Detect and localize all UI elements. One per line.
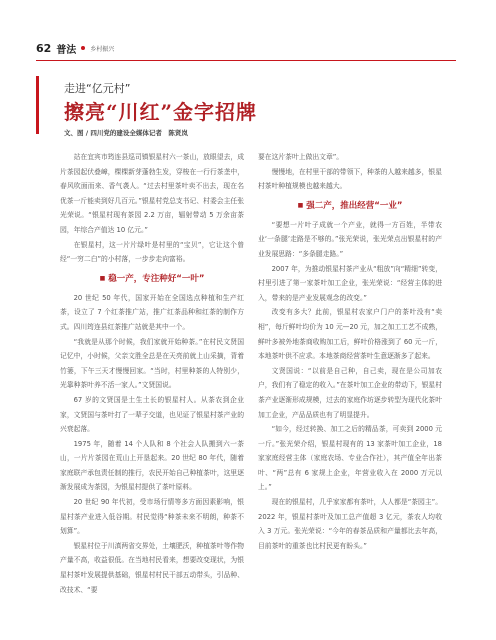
paragraph: 1975 年，随着 14 个人队和 8 个社会人队搬到六一茶山，一片片茶园在荒山上开垦起来。20 世纪 80 年代，随着家庭联产承包责任制的推行，农民开始自己种植茶叶，这里逐渐发展成为茶园，为银星村提供了茶叶原料。	[60, 439, 244, 492]
paragraph: 20 世纪 90 年代初，受市场行情等多方面因素影响，银星村茶产业进入低谷期。村民觉得“种茶未来不明朗，种茶不划算”。	[60, 498, 244, 536]
paragraph: 在银星村，这一片片绿叶是村里的“宝贝”，它让这个曾经“一穷二白”的小村落，一步步走向富裕。	[60, 240, 244, 264]
page-header	[36, 38, 114, 58]
section-marker-icon: ■	[99, 274, 106, 282]
paragraph: 67 岁的文贤国是土生土长的银星村人。从茶农到企业家，文贤国与茶叶打了一辈子交道，也见证了银星村茶产业的兴衰起落。	[60, 395, 244, 434]
paragraph: 现在的银星村，几乎家家都有茶叶，人人都是“茶园主”。2022 年，银星村茶叶及加工总产值超 3 亿元，茶农人均收入 3 万元。张光荣说：“今年的春茶品质和产量都比去年高，目前茶叶的重茶也比村民更有盼头。”	[258, 498, 442, 550]
section-heading: ■ 稳一产，专注种好“一叶”	[99, 273, 205, 284]
paragraph: 文贤国说：“以前是自己种，自己卖，现在是公司加农户，我们有了稳定的收入。”在茶叶加工企业的带动下，银星村茶产业逐渐形成规模，过去的家庭作坊逐步转型为现代化茶叶加工企业，产品品质也有了明显提升。	[258, 366, 442, 419]
article-byline: 文、图 / 四川党的建设全媒体记者 陈贤岚	[64, 129, 188, 137]
page-number: 62	[36, 41, 52, 55]
paragraph: 2007 年，为推动银星村茶产业从“粗放”向“精细”转变，村里引进了第一家茶叶加工企业，张光荣说：“经营主体的进入，带来的是产业发展观念的改变。”	[258, 264, 442, 302]
header-rule	[36, 60, 456, 61]
section-marker-icon: ■	[297, 201, 304, 209]
paragraph: 要在这片茶叶上做出文章”。	[258, 153, 344, 161]
paragraph: 银星村位于川滇两省交界处，土壤肥沃，种植茶叶等作物产量不高，收益很低。在当地村民看来，想要改变现状，为银星村茶叶发展提供基础，银星村村民干部五动带头，引品种、改技术、“要	[60, 541, 244, 594]
paragraph: 改变有多大？此前，银星村农家户门户的茶叶没有“卖相”，每斤鲜叶均价为 10 元—20 元，加之加工工艺不成熟，鲜叶多被外地茶商收购加工后，鲜叶价格涨到了 60 元一斤，本地茶叶供不应求。本地茶商经营茶叶生意逐渐多了起来。	[258, 308, 442, 361]
article-subhead: 走进“亿元村”	[64, 82, 131, 95]
section-name: 普法	[56, 44, 77, 56]
paragraph: “我就是从那个时候，我们家就开始种茶。”在村民文贤国记忆中，小时候，父亲文胜全总是在天亮前就上山采摘，背着竹篓，下午三天才慢慢回家。“当时，村里种茶的人特别少，光靠种茶叶养不活一家人。”文贤国说。	[60, 337, 244, 390]
bullet-dot-icon	[81, 46, 85, 50]
paragraph: “要想一片叶子成就一个产业，就得一方百姓，半带农业‘一条腿’走路是不够的。”张光荣说，张光荣点出银星村的产业发展思路：“多条腿走路。”	[258, 220, 442, 258]
paragraph: 20 世纪 50 年代，国家开始在全国选点种植和生产红茶，设立了 7 个红茶推广站，推广红茶品种和红茶的制作方式。四川筠连县红茶推广站就是其中一个。	[60, 293, 244, 331]
section-heading: ■ 强二产，推出经营“一业”	[297, 200, 403, 211]
paragraph: 站在宜宾市筠连县巡司镇银星村六一茶山，放眼望去，成片茶园起伏叠嶂，棵棵新芽蓬勃生发，穿梭在一行行茶垄中，春风吹面而来、香气袭人。“过去村里茶叶卖不出去，现在名优茶一斤能卖到好几百元。”银星村党总支书记、村委会主任张光荣说。“银星村现有茶园 2.2 万亩，辐射带动 5 万余亩茶园，年综合产值达 10 亿元。”	[60, 153, 244, 234]
title-accent-bar	[36, 76, 39, 134]
paragraph: 慢慢地，在村里干部的带领下，种茶的人越来越多，银星村茶叶种植规模也越来越大。	[258, 167, 442, 191]
paragraph: “如今，经过转换、加工之后的精品茶，可卖到 2000 元一斤。”张光荣介绍，银星村现有的 13 家茶叶加工企业，18 家家庭经营主体（家庭农场、专业合作社），其产值全年出茶叶、“两”总有 6 家规上企业，年营业收入在 2000 万元以上。”	[258, 425, 442, 492]
article-title: 擦亮“川红”金字招牌	[64, 100, 258, 124]
column-name: 乡村振兴	[90, 45, 115, 53]
article-column-left	[60, 150, 244, 597]
article-column-right	[258, 150, 442, 553]
